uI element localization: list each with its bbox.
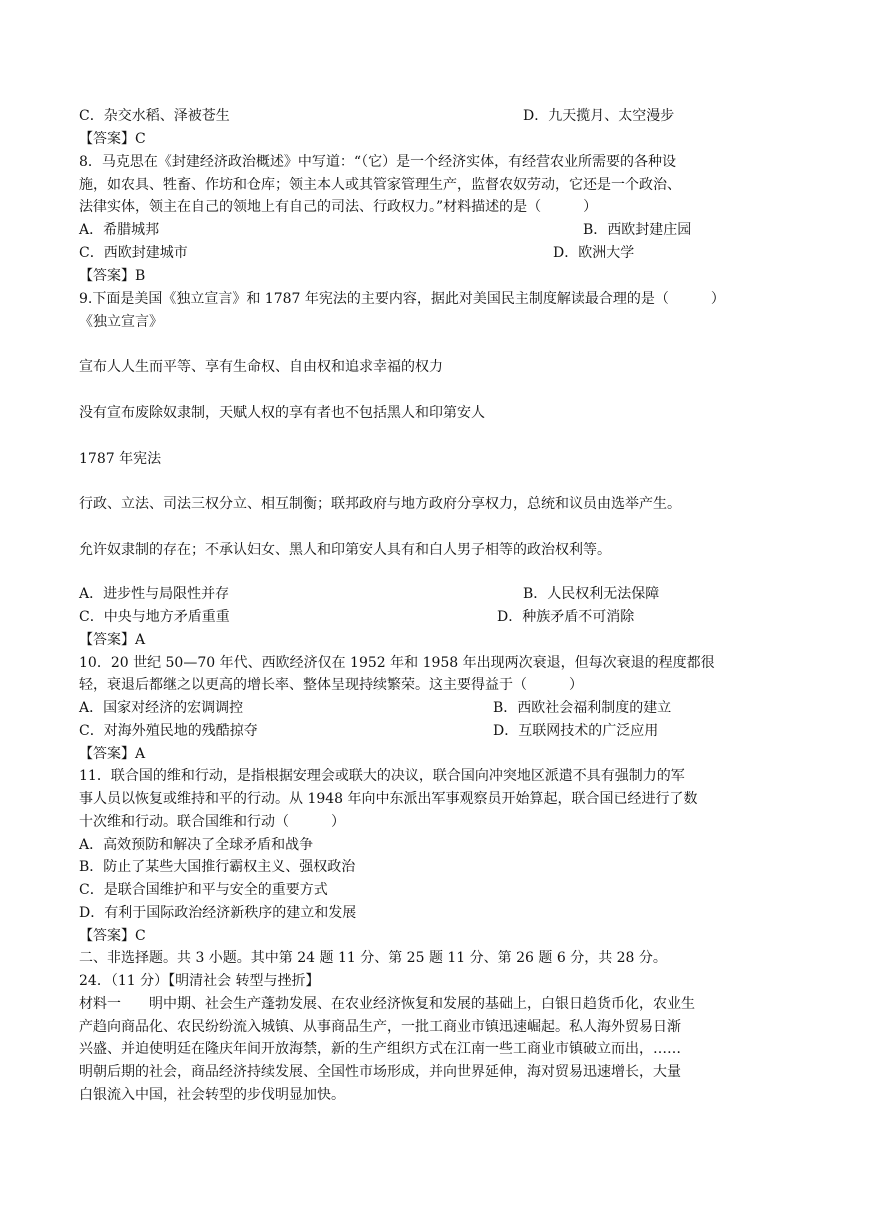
- q9-doc1-title: 《独立宣言》: [79, 314, 163, 330]
- material-1-line-3: 兴盛、并迫使明廷在隆庆年间开放海禁，新的生产组织方式在江南一些工商业市镇破立而出，……: [79, 1041, 681, 1057]
- q9-option-d: D．种族矛盾不可消除: [497, 609, 635, 625]
- q9-option-c: C．中央与地方矛盾重重: [79, 609, 230, 625]
- material-1-line-1: 材料一 明中期、社会生产蓬勃发展、在农业经济恢复和发展的基础上，白银日趋货币化，农业生: [79, 996, 695, 1012]
- q11-option-d: D．有利于国际政治经济新秩序的建立和发展: [79, 905, 357, 921]
- q10-option-c: C．对海外殖民地的残酷掠夺: [79, 723, 258, 739]
- q9-doc2-title: 1787 年宪法: [79, 451, 162, 467]
- material-1-line-4: 明朝后期的社会，商品经济持续发展、全国性市场形成，并向世界延伸，海对贸易迅速增长，大量: [79, 1064, 681, 1080]
- q7-option-c: C．杂交水稻、泽被苍生: [79, 108, 230, 124]
- q9-doc2-point-2: 允许奴隶制的存在；不承认妇女、黑人和印第安人具有和白人男子相等的政治权利等。: [79, 542, 611, 558]
- q8-stem-line-1: 8．马克思在《封建经济政治概述》中写道：“（它）是一个经济实体，有经营农业所需要的各种设: [79, 154, 677, 170]
- q8-option-c: C．西欧封建城市: [79, 245, 188, 261]
- q8-stem-line-3: 法律实体，领主在自己的领地上有自己的司法、行政权力。”材料描述的是（ ）: [79, 199, 598, 215]
- q10-option-d: D．互联网技术的广泛应用: [493, 723, 659, 739]
- q11-stem-line-1: 11．联合国的维和行动，是指根据安理会或联大的决议，联合国向冲突地区派遣不具有强制力的军: [79, 768, 685, 784]
- q8-option-a: A．希腊城邦: [79, 222, 160, 238]
- q9-option-b: B．人民权利无法保障: [523, 586, 660, 602]
- q24-title: 24．（11 分）【明清社会 转型与挫折】: [79, 973, 320, 989]
- q9-option-a: A．进步性与局限性并存: [79, 586, 230, 602]
- q11-option-b: B．防止了某些大国推行霸权主义、强权政治: [79, 859, 356, 875]
- q11-answer: 【答案】C: [79, 928, 146, 944]
- q8-option-d: D．欧洲大学: [553, 245, 635, 261]
- q7-answer: 【答案】C: [79, 131, 146, 147]
- q10-stem-line-2: 轻，衰退后都继之以更高的增长率、整体呈现持续繁荣。这主要得益于（ ）: [79, 677, 583, 693]
- section-heading: 二、非选择题。共 3 小题。其中第 24 题 11 分、第 25 题 11 分、第 26 题 6 分，共 28 分。: [79, 950, 667, 966]
- q7-option-d: D．九天揽月、太空漫步: [523, 108, 675, 124]
- material-1-line-2: 产趋向商品化、农民纷纷流入城镇、从事商品生产，一批工商业市镇迅速崛起。私人海外贸易日渐: [79, 1019, 681, 1035]
- q9-answer: 【答案】A: [79, 632, 146, 648]
- q8-option-b: B．西欧封建庄园: [583, 222, 692, 238]
- q9-doc1-point-1: 宣布人人生而平等、享有生命权、自由权和追求幸福的权力: [79, 359, 443, 375]
- q11-option-c: C．是联合国维护和平与安全的重要方式: [79, 882, 328, 898]
- q10-option-b: B．西欧社会福利制度的建立: [493, 700, 672, 716]
- q11-stem-line-2: 事人员以恢复或维持和平的行动。从 1948 年向中东派出军事观察员开始算起，联合国已经进行了数: [79, 791, 698, 807]
- q10-option-a: A．国家对经济的宏调调控: [79, 700, 244, 716]
- q11-option-a: A．高效预防和解决了全球矛盾和战争: [79, 837, 314, 853]
- q9-stem: 9.下面是美国《独立宣言》和 1787 年宪法的主要内容，据此对美国民主制度解读最合理的是（ ）: [79, 291, 725, 307]
- q10-answer: 【答案】A: [79, 746, 146, 762]
- q10-stem-line-1: 10．20 世纪 50—70 年代、西欧经济仅在 1952 年和 1958 年出现两次衰退，但每次衰退的程度都很: [79, 655, 715, 671]
- q9-doc2-point-1: 行政、立法、司法三权分立、相互制衡；联邦政府与地方政府分享权力，总统和议员由选举产生。: [79, 496, 681, 512]
- q9-doc1-point-2: 没有宣布废除奴隶制，天赋人权的享有者也不包括黑人和印第安人: [79, 405, 485, 421]
- q11-stem-line-3: 十次维和行动。联合国维和行动（ ）: [79, 814, 345, 830]
- q8-stem-line-2: 施，如农具、牲畜、作坊和仓库；领主本人或其管家管理生产，监督农奴劳动，它还是一个政治、: [79, 177, 681, 193]
- q8-answer: 【答案】B: [79, 268, 146, 284]
- material-1-line-5: 白银流入中国，社会转型的步伐明显加快。: [79, 1087, 345, 1103]
